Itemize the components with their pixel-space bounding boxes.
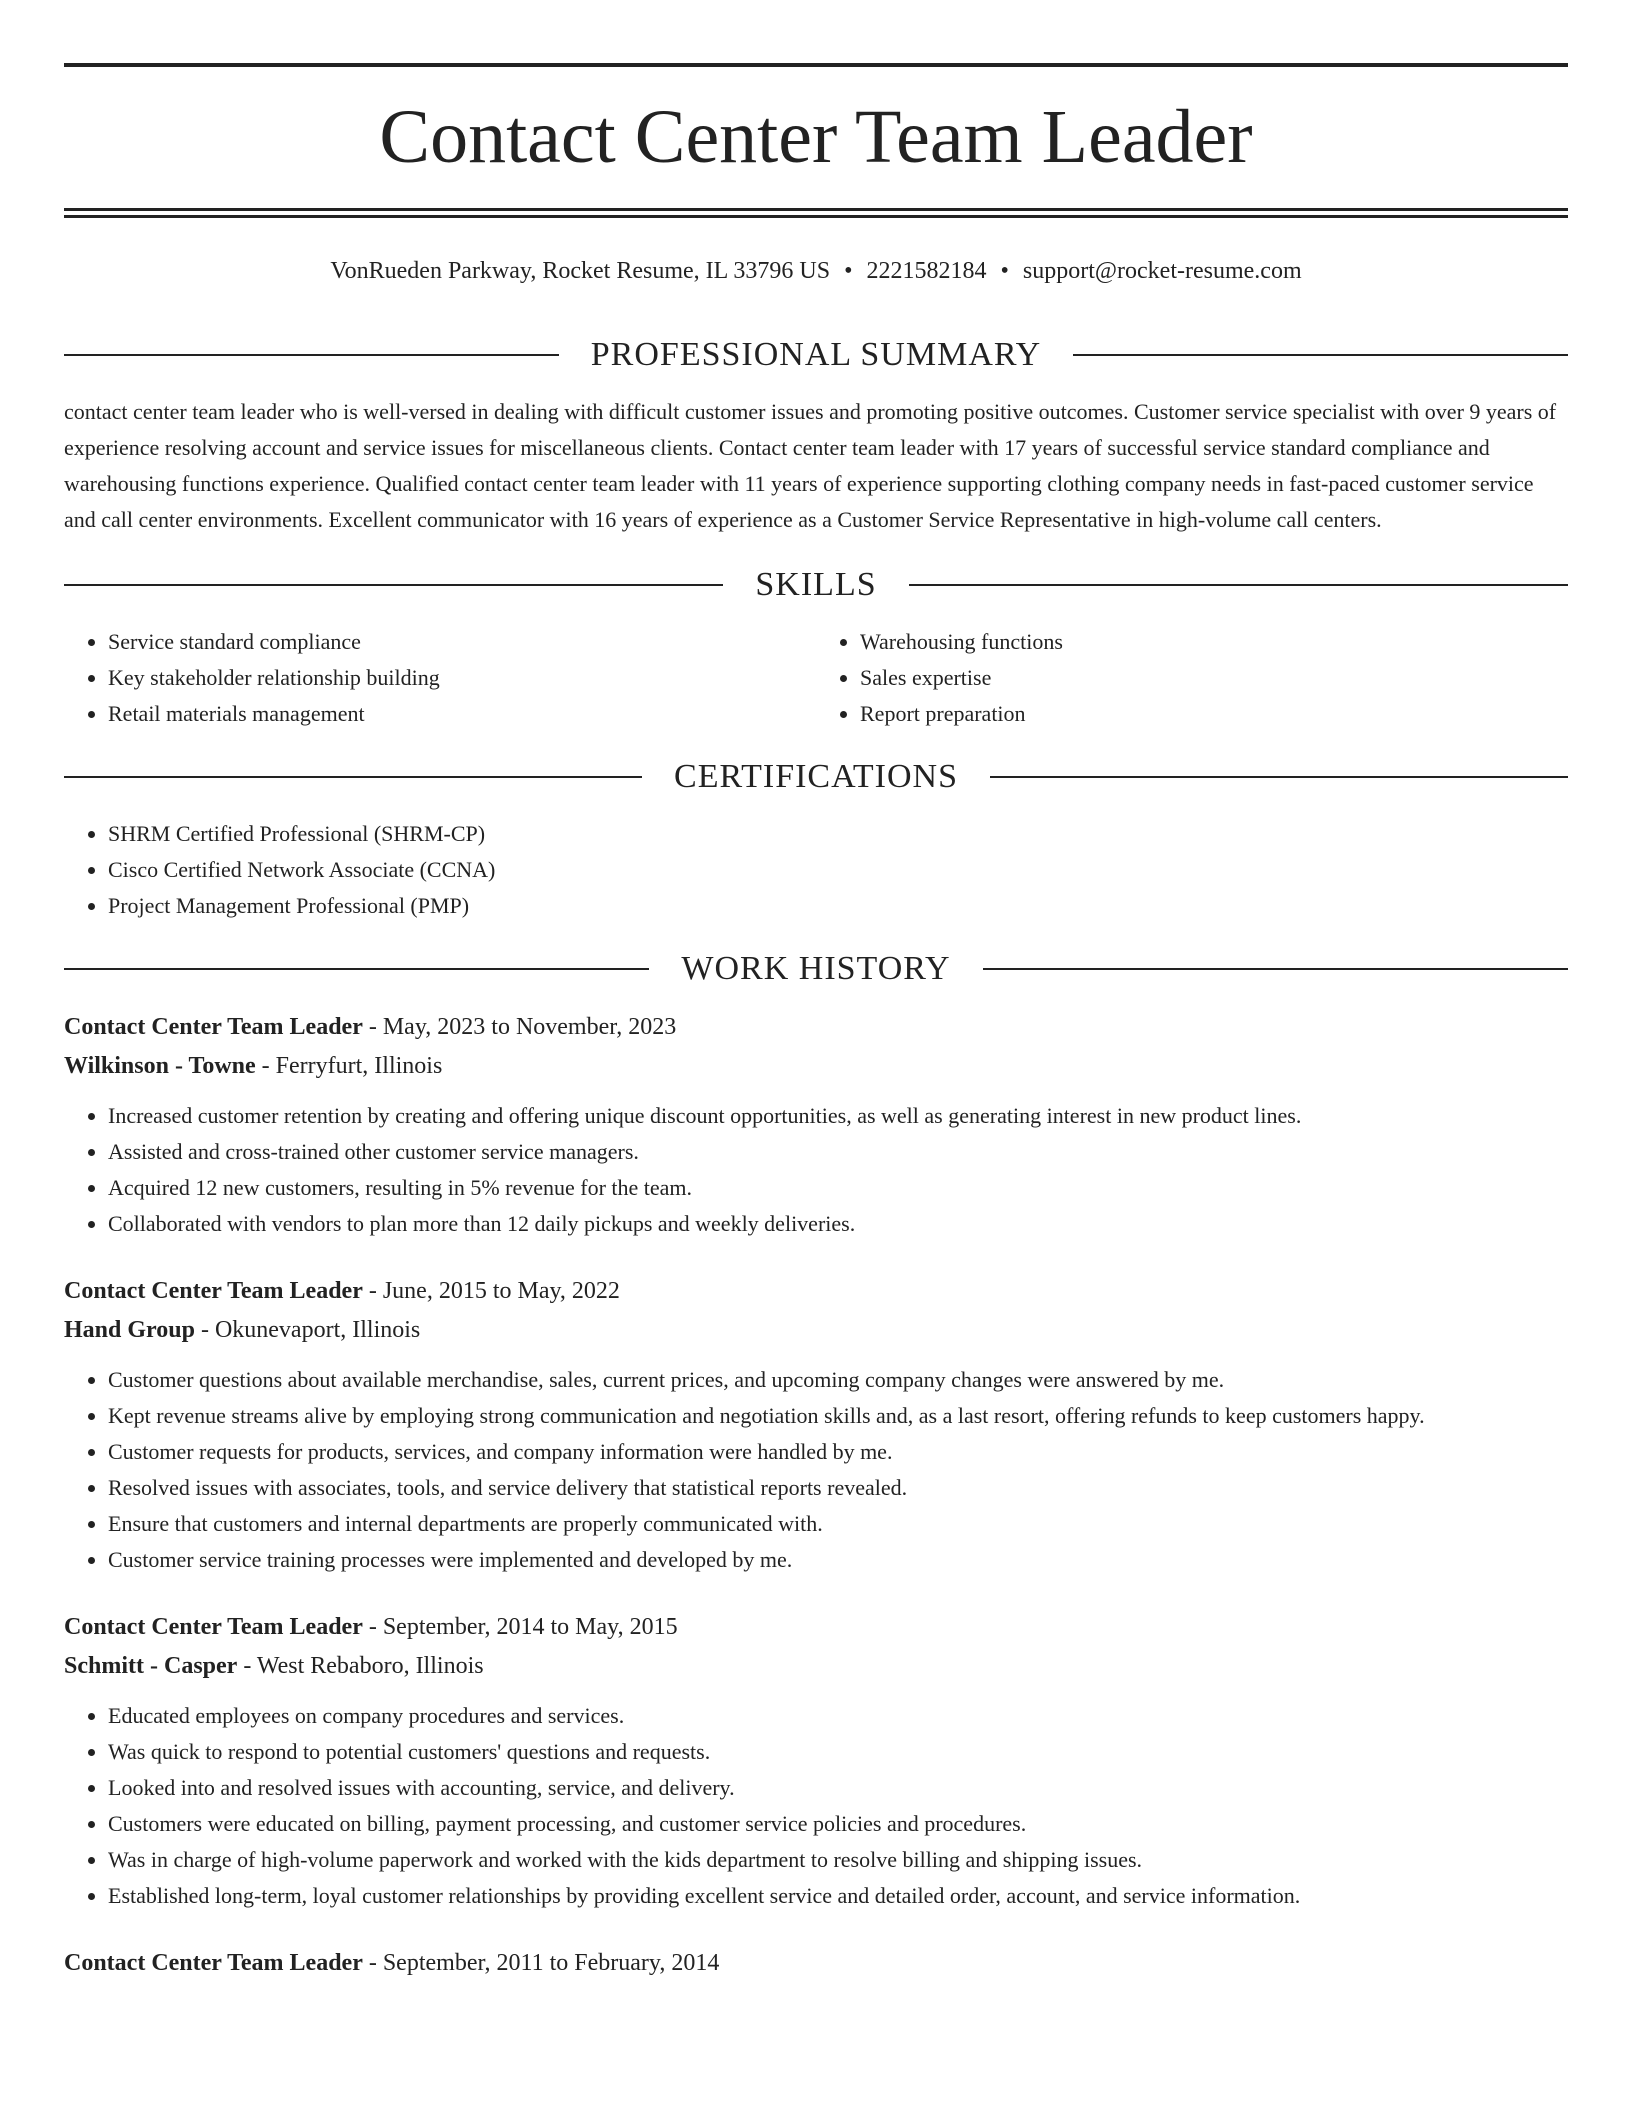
job-bullet: • Looked into and resolved issues with accounting, service, and delivery.: [108, 1770, 1568, 1806]
job-bullet: • Increased customer retention by creating and offering unique discount opportunities, as well as generating interest in new product lines.: [108, 1098, 1568, 1134]
certification-item: • Cisco Certified Network Associate (CCNA): [108, 852, 1568, 888]
job-bullet: • Customers were educated on billing, payment processing, and customer service policies and procedures.: [108, 1806, 1568, 1842]
address: VonRueden Parkway, Rocket Resume, IL 33796 US: [330, 258, 831, 284]
skills-column-left: [64, 624, 816, 732]
job-bullet: • Resolved issues with associates, tools, and service delivery that statistical reports revealed.: [108, 1470, 1568, 1506]
resume-name: Contact Center Team Leader: [379, 95, 1253, 179]
phone: 2221582184: [866, 258, 987, 284]
job-bullet: • Customer questions about available merchandise, sales, current prices, and upcoming company changes were answered by me.: [108, 1362, 1568, 1398]
job-bullet: • Ensure that customers and internal departments are properly communicated with.: [108, 1506, 1568, 1542]
summary-text: contact center team leader who is well-versed in dealing with difficult customer issues and promoting positive outcomes. Customer service specialist with over 9 years of experience resolving account and service issues for miscellaneous clients. Contact center team leader with 17 years of successful service standard compliance and warehousing functions experience. Qualified contact center team leader with 11 years of experience supporting clothing company needs in fast-paced customer service and call center environments. Excellent communicator with 16 years of experience as a Customer Service Representative in high-volume call centers.: [64, 399, 1557, 532]
job-title: Contact Center Team Leader: [64, 1278, 363, 1304]
job-bullet: • Was in charge of high-volume paperwork and worked with the kids department to resolve billing and shipping issues.: [108, 1842, 1568, 1878]
section-title: SKILLS: [755, 566, 877, 603]
job-title-line: [64, 1272, 1568, 1311]
heading-rule-right: [1073, 354, 1568, 356]
heading-rule-left: [64, 776, 642, 778]
job-dates: - May, 2023 to November, 2023: [362, 1014, 677, 1040]
email[interactable]: support@rocket-resume.com: [1022, 258, 1302, 284]
skill-item: • Sales expertise: [860, 660, 1568, 696]
job-company-line: [64, 1647, 1568, 1686]
certification-item: • Project Management Professional (PMP): [108, 888, 1568, 924]
heading-rule-left: [64, 584, 723, 586]
heading-rule-right: [983, 968, 1568, 970]
skills-column-right: [816, 624, 1568, 732]
job-company: Wilkinson - Towne: [64, 1053, 256, 1079]
section-heading-skills: [64, 560, 1568, 610]
resume-content: [64, 330, 1568, 2013]
job-title: Contact Center Team Leader: [64, 1950, 363, 1976]
certifications-list: [64, 816, 1568, 924]
job-title-line: [64, 1944, 1568, 1983]
section-heading-work-history: [64, 944, 1568, 994]
job-location: - Ferryfurt, Illinois: [255, 1053, 443, 1079]
job-location: - West Rebaboro, Illinois: [237, 1653, 484, 1679]
section-title: WORK HISTORY: [681, 950, 951, 987]
double-rule: [64, 208, 1568, 218]
job-bullets: [64, 1098, 1568, 1242]
section-title: PROFESSIONAL SUMMARY: [590, 336, 1042, 373]
section-heading-certifications: [64, 752, 1568, 802]
job-bullet: • Educated employees on company procedures and services.: [108, 1698, 1568, 1734]
job-bullet: • Customer service training processes were implemented and developed by me.: [108, 1542, 1568, 1578]
heading-rule-right: [909, 584, 1568, 586]
job-bullet: • Customer requests for products, services, and company information were handled by me.: [108, 1434, 1568, 1470]
skill-item: • Retail materials management: [108, 696, 816, 732]
job-title-line: [64, 1608, 1568, 1647]
heading-rule-left: [64, 354, 559, 356]
work-history-list: [64, 1008, 1568, 1983]
contact-line: [64, 256, 1568, 286]
skills-list: [64, 624, 1568, 732]
job-company-line: [64, 1311, 1568, 1350]
job-title-line: [64, 1008, 1568, 1047]
skill-item: • Service standard compliance: [108, 624, 816, 660]
job-entry: [64, 1008, 1568, 1242]
section-title: CERTIFICATIONS: [674, 758, 958, 795]
job-dates: - June, 2015 to May, 2022: [362, 1278, 620, 1304]
job-entry: [64, 1608, 1568, 1914]
separator-1: •: [844, 258, 853, 284]
heading-rule-right: [990, 776, 1568, 778]
job-company: Hand Group: [64, 1317, 195, 1343]
job-title: Contact Center Team Leader: [64, 1614, 363, 1640]
job-entry: [64, 1944, 1568, 1983]
job-bullets: [64, 1698, 1568, 1914]
section-heading-summary: [64, 330, 1568, 380]
job-dates: - September, 2011 to February, 2014: [362, 1950, 720, 1976]
skill-item: • Warehousing functions: [860, 624, 1568, 660]
certification-item: • SHRM Certified Professional (SHRM-CP): [108, 816, 1568, 852]
job-company: Schmitt - Casper: [64, 1653, 238, 1679]
heading-rule-left: [64, 968, 649, 970]
skill-item: • Report preparation: [860, 696, 1568, 732]
job-bullet: • Kept revenue streams alive by employing strong communication and negotiation skills and, as a last resort, offering refunds to keep customers happy.: [108, 1398, 1568, 1434]
job-bullet: • Acquired 12 new customers, resulting in 5% revenue for the team.: [108, 1170, 1568, 1206]
job-dates: - September, 2014 to May, 2015: [362, 1614, 678, 1640]
job-bullet: • Established long-term, loyal customer relationships by providing excellent service and detailed order, account, and service information.: [108, 1878, 1568, 1914]
certifications-items: [64, 816, 1568, 924]
job-bullet: • Assisted and cross-trained other customer service managers.: [108, 1134, 1568, 1170]
job-location: - Okunevaport, Illinois: [194, 1317, 421, 1343]
job-bullet: • Was quick to respond to potential customers' questions and requests.: [108, 1734, 1568, 1770]
top-rule: [64, 63, 1568, 67]
separator-2: •: [1000, 258, 1009, 284]
job-bullets: [64, 1362, 1568, 1578]
job-entry: [64, 1272, 1568, 1578]
job-title: Contact Center Team Leader: [64, 1014, 363, 1040]
job-bullet: • Collaborated with vendors to plan more than 12 daily pickups and weekly deliveries.: [108, 1206, 1568, 1242]
job-company-line: [64, 1047, 1568, 1086]
skill-item: • Key stakeholder relationship building: [108, 660, 816, 696]
